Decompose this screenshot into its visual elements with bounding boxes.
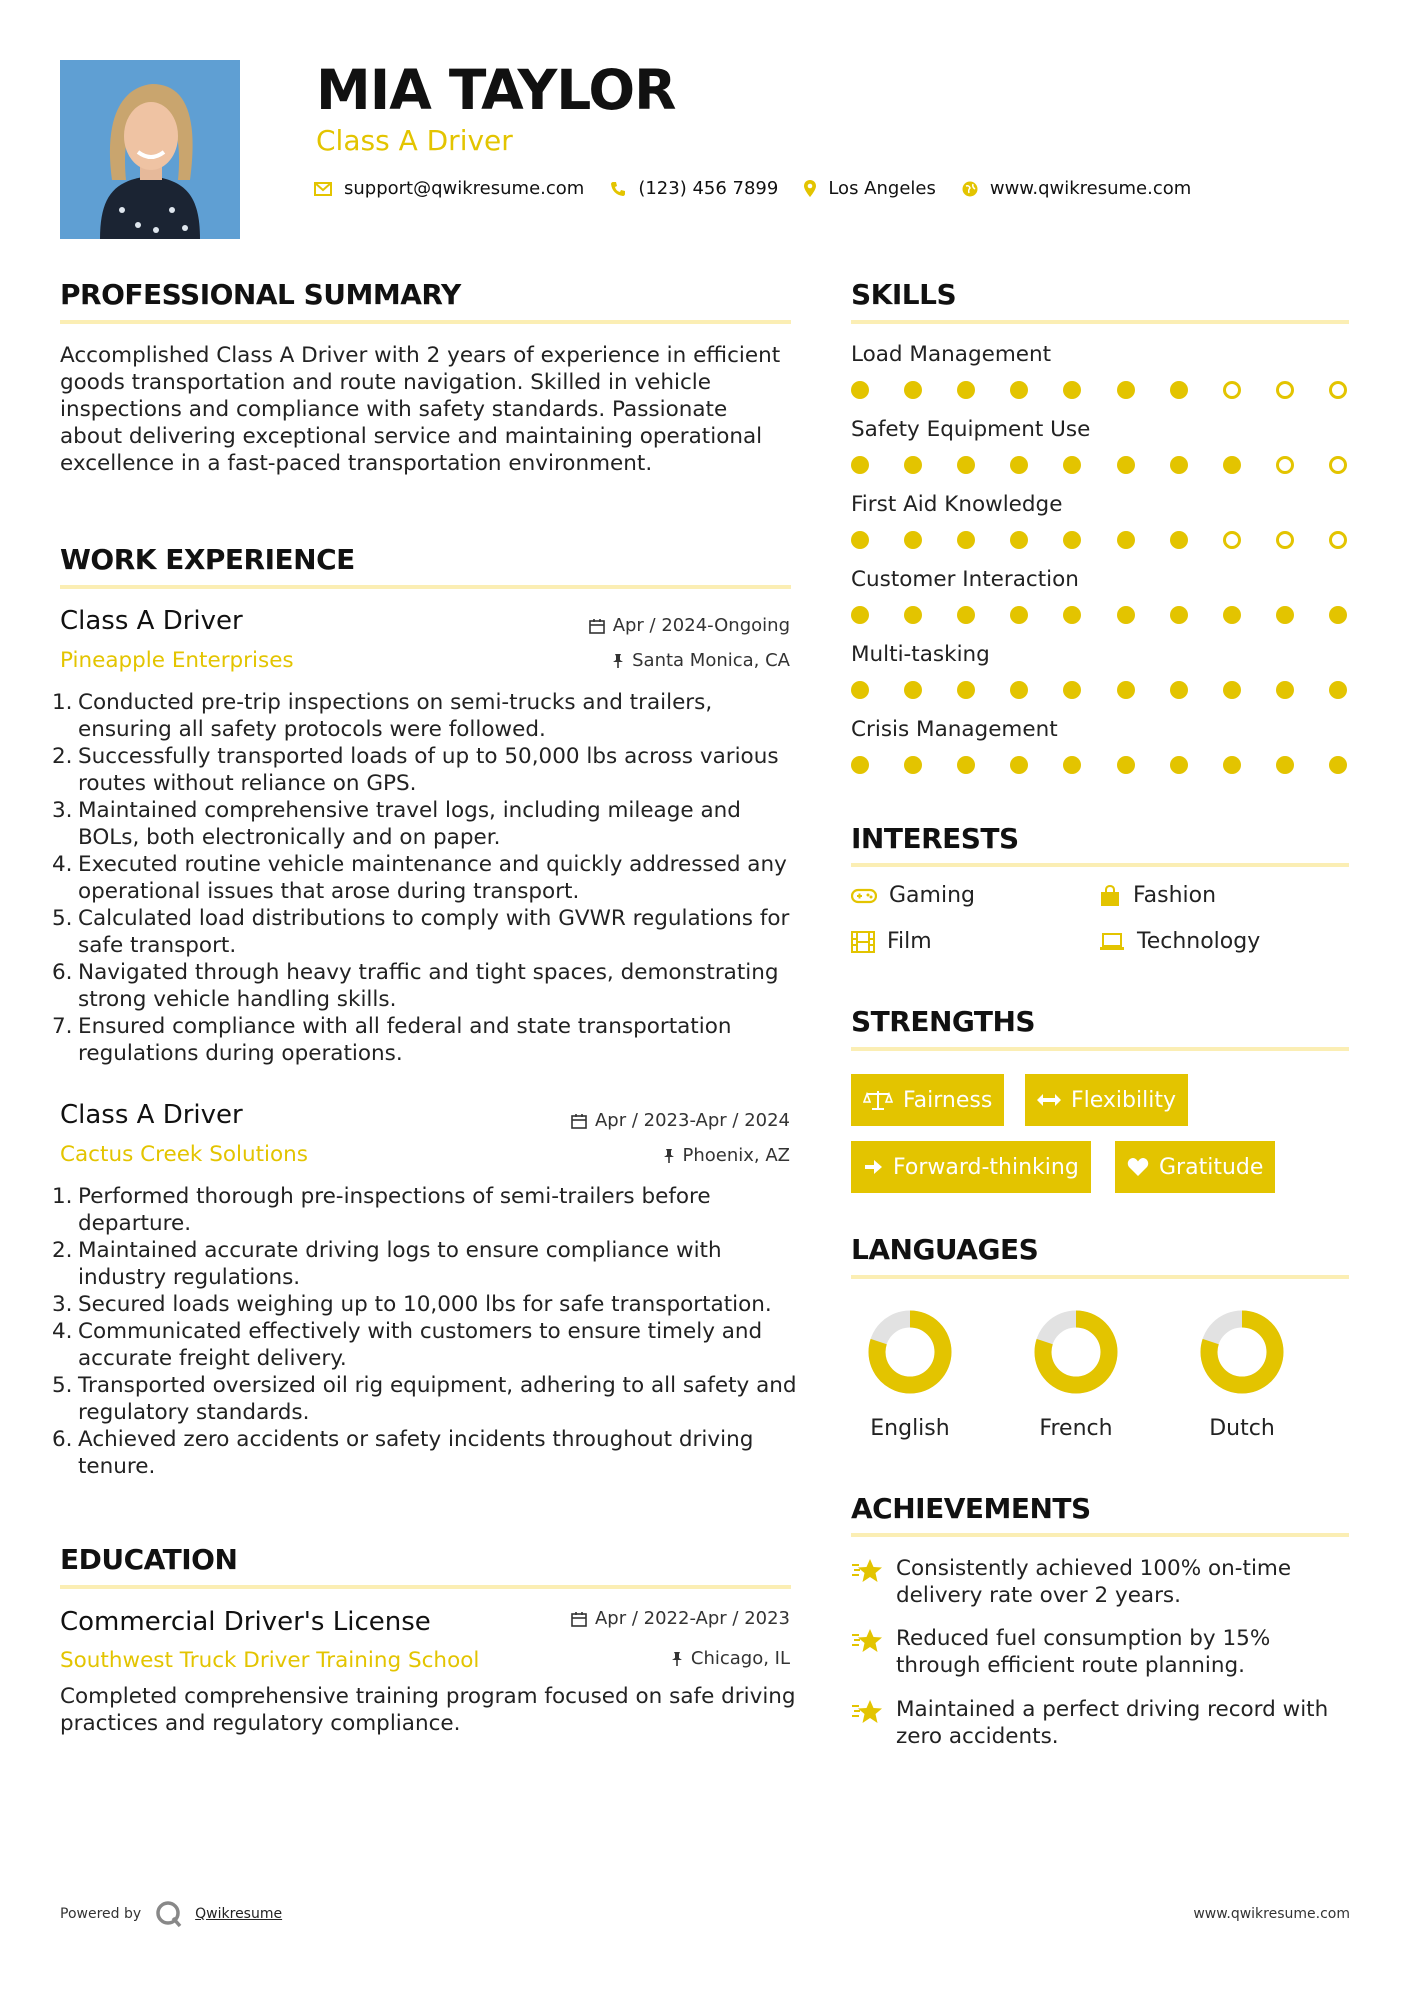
experience-divider bbox=[60, 585, 791, 589]
language-label: Dutch bbox=[1209, 1416, 1275, 1441]
skill-dot-filled bbox=[1063, 681, 1081, 699]
list-item: 5. Calculated load distributions to comply with GVWR regulations for safe transport. bbox=[52, 906, 790, 958]
contact-phone[interactable]: (123) 456 7899 bbox=[638, 178, 779, 199]
skill-dot-filled bbox=[851, 681, 869, 699]
skill-dot-filled bbox=[1010, 381, 1028, 399]
pushpin-icon bbox=[612, 653, 624, 669]
languages-heading: LANGUAGES bbox=[851, 1233, 1039, 1266]
list-item: 1. Performed thorough pre-inspections of semi-trailers before departure. bbox=[52, 1184, 711, 1236]
skill-dot-filled bbox=[1063, 381, 1081, 399]
education-date-text: Apr / 2022-Apr / 2023 bbox=[594, 1608, 790, 1629]
languages-divider bbox=[851, 1275, 1349, 1279]
skill-dot-filled bbox=[1170, 606, 1188, 624]
skill-dot-filled bbox=[1170, 756, 1188, 774]
job-location bbox=[612, 650, 790, 671]
candidate-name: MIA TAYLOR bbox=[316, 58, 676, 122]
skill-dot-filled bbox=[1170, 531, 1188, 549]
skill-name: Multi-tasking bbox=[851, 642, 990, 667]
contact-website[interactable]: www.qwikresume.com bbox=[989, 178, 1192, 199]
job-company: Pineapple Enterprises bbox=[60, 648, 294, 673]
brand-link[interactable]: Qwikresume bbox=[195, 1906, 283, 1922]
skill-dot-filled bbox=[1063, 606, 1081, 624]
skill-dot-filled bbox=[904, 681, 922, 699]
skill-dot-filled bbox=[1117, 606, 1135, 624]
experience-heading: WORK EXPERIENCE bbox=[60, 543, 355, 576]
strengths-divider bbox=[851, 1047, 1349, 1051]
skill-dot-filled bbox=[1010, 756, 1028, 774]
skill-dot-filled bbox=[1170, 381, 1188, 399]
envelope-icon bbox=[314, 182, 332, 196]
language-label: English bbox=[870, 1416, 950, 1441]
achievements-divider bbox=[851, 1533, 1349, 1537]
heart-icon bbox=[1127, 1157, 1149, 1177]
balance-scale-icon bbox=[863, 1089, 893, 1111]
interest-item bbox=[1099, 883, 1216, 908]
skill-dot-empty bbox=[1276, 531, 1294, 549]
strength-tag bbox=[1025, 1074, 1188, 1126]
strength-tag bbox=[851, 1074, 1004, 1126]
skill-dot-filled bbox=[1170, 456, 1188, 474]
strength-label: Forward-thinking bbox=[893, 1154, 1079, 1180]
list-item: 4. Communicated effectively with customers to ensure timely and accurate freight delivery. bbox=[52, 1319, 763, 1371]
skill-dot-filled bbox=[1063, 531, 1081, 549]
education-location bbox=[671, 1648, 790, 1669]
summary-text: Accomplished Class A Driver with 2 years of experience in efficient goods transportation and route navigation. Skilled in vehicle inspections and compliance with safety standards. Passionate about delivering exceptional service and maintaining operational excellence in a fast-paced transportation environment. bbox=[60, 343, 781, 476]
job-date bbox=[571, 1110, 790, 1131]
job-location-text: Santa Monica, CA bbox=[632, 650, 790, 671]
interest-label: Gaming bbox=[889, 883, 975, 908]
skill-dot-filled bbox=[904, 606, 922, 624]
skill-dot-filled bbox=[957, 531, 975, 549]
interest-label: Technology bbox=[1137, 929, 1261, 954]
contact-location: Los Angeles bbox=[828, 178, 936, 199]
skill-dot-filled bbox=[1117, 531, 1135, 549]
summary-heading: PROFESSIONAL SUMMARY bbox=[60, 278, 461, 311]
interest-label: Fashion bbox=[1133, 883, 1217, 908]
achievement-text: Reduced fuel consumption by 15% through efficient route planning. bbox=[896, 1626, 1271, 1678]
skill-dot-filled bbox=[1010, 531, 1028, 549]
list-item: 7. Ensured compliance with all federal and state transportation regulations during operations. bbox=[52, 1014, 732, 1066]
achievement-item bbox=[851, 1555, 1351, 1609]
skill-dot-filled bbox=[1223, 681, 1241, 699]
pushpin-icon bbox=[663, 1148, 675, 1164]
skill-dot-filled bbox=[851, 531, 869, 549]
skill-level-dots bbox=[851, 456, 1349, 476]
arrow-right-icon bbox=[863, 1157, 883, 1177]
skill-level-dots bbox=[851, 606, 1349, 626]
job-title: Class A Driver bbox=[60, 1100, 243, 1130]
education-date bbox=[571, 1608, 790, 1629]
star-icon bbox=[851, 1698, 885, 1726]
job-bullets bbox=[52, 689, 797, 1067]
achievement-item bbox=[851, 1625, 1351, 1679]
strengths-heading: STRENGTHS bbox=[851, 1005, 1036, 1038]
skill-dot-filled bbox=[1276, 681, 1294, 699]
education-heading: EDUCATION bbox=[60, 1543, 238, 1576]
laptop-icon bbox=[1099, 933, 1125, 951]
job-location bbox=[663, 1145, 791, 1166]
job-title: Class A Driver bbox=[60, 606, 243, 636]
skill-dot-filled bbox=[1329, 606, 1347, 624]
skill-dot-filled bbox=[957, 681, 975, 699]
star-icon bbox=[851, 1557, 885, 1585]
achievement-item bbox=[851, 1696, 1351, 1750]
arrows-horizontal-icon bbox=[1037, 1093, 1061, 1107]
skills-heading: SKILLS bbox=[851, 278, 957, 311]
contact-email[interactable]: support@qwikresume.com bbox=[344, 178, 585, 199]
education-school: Southwest Truck Driver Training School bbox=[60, 1648, 480, 1673]
achievement-text: Consistently achieved 100% on-time delivery rate over 2 years. bbox=[896, 1556, 1292, 1608]
skill-dot-filled bbox=[1223, 606, 1241, 624]
skill-dot-filled bbox=[1010, 456, 1028, 474]
achievement-text: Maintained a perfect driving record with zero accidents. bbox=[896, 1697, 1329, 1749]
star-icon bbox=[851, 1627, 885, 1655]
skill-dot-empty bbox=[1276, 456, 1294, 474]
gamepad-icon bbox=[851, 887, 877, 905]
list-item: 3. Secured loads weighing up to 10,000 lbs for safe transportation. bbox=[52, 1292, 772, 1317]
skill-dot-filled bbox=[1329, 756, 1347, 774]
calendar-icon bbox=[589, 618, 605, 634]
skill-name: Customer Interaction bbox=[851, 567, 1079, 592]
skill-dot-filled bbox=[957, 756, 975, 774]
list-item: 2. Maintained accurate driving logs to ensure compliance with industry regulations. bbox=[52, 1238, 722, 1290]
education-divider bbox=[60, 1585, 791, 1589]
interest-item bbox=[1099, 929, 1260, 954]
list-item: 6. Achieved zero accidents or safety incidents throughout driving tenure. bbox=[52, 1427, 754, 1479]
job-date-text: Apr / 2023-Apr / 2024 bbox=[594, 1110, 790, 1131]
education-degree: Commercial Driver's License bbox=[60, 1607, 431, 1637]
skill-dot-filled bbox=[904, 756, 922, 774]
skill-dot-filled bbox=[1010, 606, 1028, 624]
footer-website[interactable]: www.qwikresume.com bbox=[1193, 1906, 1350, 1922]
list-item: 3. Maintained comprehensive travel logs, including mileage and BOLs, both electronically and on paper. bbox=[52, 798, 741, 850]
strength-tag bbox=[851, 1141, 1091, 1193]
skill-dot-filled bbox=[851, 606, 869, 624]
skill-dot-filled bbox=[1117, 681, 1135, 699]
skill-dot-empty bbox=[1223, 531, 1241, 549]
interests-heading: INTERESTS bbox=[851, 822, 1019, 855]
interest-item bbox=[851, 883, 975, 908]
skill-dot-filled bbox=[1063, 756, 1081, 774]
skill-dot-filled bbox=[957, 381, 975, 399]
job-location-text: Phoenix, AZ bbox=[682, 1145, 790, 1166]
calendar-icon bbox=[571, 1113, 587, 1129]
education-description: Completed comprehensive training program focused on safe driving practices and regulatory compliance. bbox=[60, 1684, 796, 1736]
qwikresume-logo-icon bbox=[155, 1900, 183, 1928]
skill-dot-empty bbox=[1276, 381, 1294, 399]
interest-label: Film bbox=[887, 929, 932, 954]
skill-dot-empty bbox=[1329, 531, 1347, 549]
skill-dot-filled bbox=[1276, 606, 1294, 624]
footer-branding bbox=[60, 1900, 282, 1928]
skill-level-dots bbox=[851, 681, 1349, 701]
skill-dot-filled bbox=[1010, 681, 1028, 699]
skill-level-dots bbox=[851, 381, 1349, 401]
skill-dot-filled bbox=[851, 381, 869, 399]
skill-dot-filled bbox=[1117, 456, 1135, 474]
job-company: Cactus Creek Solutions bbox=[60, 1142, 309, 1167]
skill-dot-filled bbox=[904, 456, 922, 474]
interests-divider bbox=[851, 863, 1349, 867]
interest-item bbox=[851, 929, 932, 954]
job-bullets bbox=[52, 1183, 797, 1480]
language-label: French bbox=[1039, 1416, 1113, 1441]
skill-dot-filled bbox=[1063, 456, 1081, 474]
skill-dot-filled bbox=[904, 381, 922, 399]
skill-dot-empty bbox=[1329, 381, 1347, 399]
list-item: 4. Executed routine vehicle maintenance and quickly addressed any operational issues that arose during transport. bbox=[52, 852, 787, 904]
shopping-bag-icon bbox=[1099, 885, 1121, 907]
strength-tag bbox=[1115, 1141, 1275, 1193]
skill-level-dots bbox=[851, 531, 1349, 551]
phone-icon bbox=[610, 181, 626, 197]
skill-dot-filled bbox=[1276, 756, 1294, 774]
skill-name: Safety Equipment Use bbox=[851, 417, 1091, 442]
skill-dot-filled bbox=[1329, 681, 1347, 699]
contact-bar bbox=[314, 178, 1217, 199]
skill-level-dots bbox=[851, 756, 1349, 776]
skill-dot-empty bbox=[1329, 456, 1347, 474]
language-rings bbox=[851, 1300, 1349, 1420]
list-item: 1. Conducted pre-trip inspections on semi-trucks and trailers, ensuring all safety protocols were followed. bbox=[52, 690, 713, 742]
skill-dot-filled bbox=[1223, 756, 1241, 774]
skill-dot-filled bbox=[1117, 756, 1135, 774]
summary-divider bbox=[60, 320, 791, 324]
education-location-text: Chicago, IL bbox=[690, 1648, 790, 1669]
candidate-title: Class A Driver bbox=[316, 124, 513, 157]
skill-dot-filled bbox=[851, 756, 869, 774]
list-item: 2. Successfully transported loads of up to 50,000 lbs across various routes without reliance on GPS. bbox=[52, 744, 779, 796]
skills-divider bbox=[851, 320, 1349, 324]
skill-dot-filled bbox=[1117, 381, 1135, 399]
job-date bbox=[589, 615, 790, 636]
skill-name: Load Management bbox=[851, 342, 1052, 367]
powered-by-text: Powered by bbox=[60, 1906, 142, 1922]
strength-label: Flexibility bbox=[1071, 1087, 1176, 1113]
skill-name: First Aid Knowledge bbox=[851, 492, 1063, 517]
skill-dot-filled bbox=[957, 606, 975, 624]
skill-dot-filled bbox=[851, 456, 869, 474]
list-item: 6. Navigated through heavy traffic and tight spaces, demonstrating strong vehicle handling skills. bbox=[52, 960, 779, 1012]
skill-dot-filled bbox=[957, 456, 975, 474]
skill-dot-empty bbox=[1223, 381, 1241, 399]
skill-dot-filled bbox=[1223, 456, 1241, 474]
job-date-text: Apr / 2024-Ongoing bbox=[612, 615, 790, 636]
profile-photo bbox=[60, 60, 240, 239]
achievements-heading: ACHIEVEMENTS bbox=[851, 1492, 1091, 1525]
pushpin-icon bbox=[671, 1651, 683, 1667]
strength-label: Gratitude bbox=[1159, 1154, 1264, 1180]
skill-dot-filled bbox=[1170, 681, 1188, 699]
film-icon bbox=[851, 931, 875, 953]
calendar-icon bbox=[571, 1611, 587, 1627]
globe-icon bbox=[962, 181, 978, 197]
skill-dot-filled bbox=[904, 531, 922, 549]
map-pin-icon bbox=[804, 180, 816, 197]
strength-label: Fairness bbox=[903, 1087, 993, 1113]
skill-name: Crisis Management bbox=[851, 717, 1058, 742]
list-item: 5. Transported oversized oil rig equipment, adhering to all safety and regulatory standards. bbox=[52, 1373, 797, 1425]
